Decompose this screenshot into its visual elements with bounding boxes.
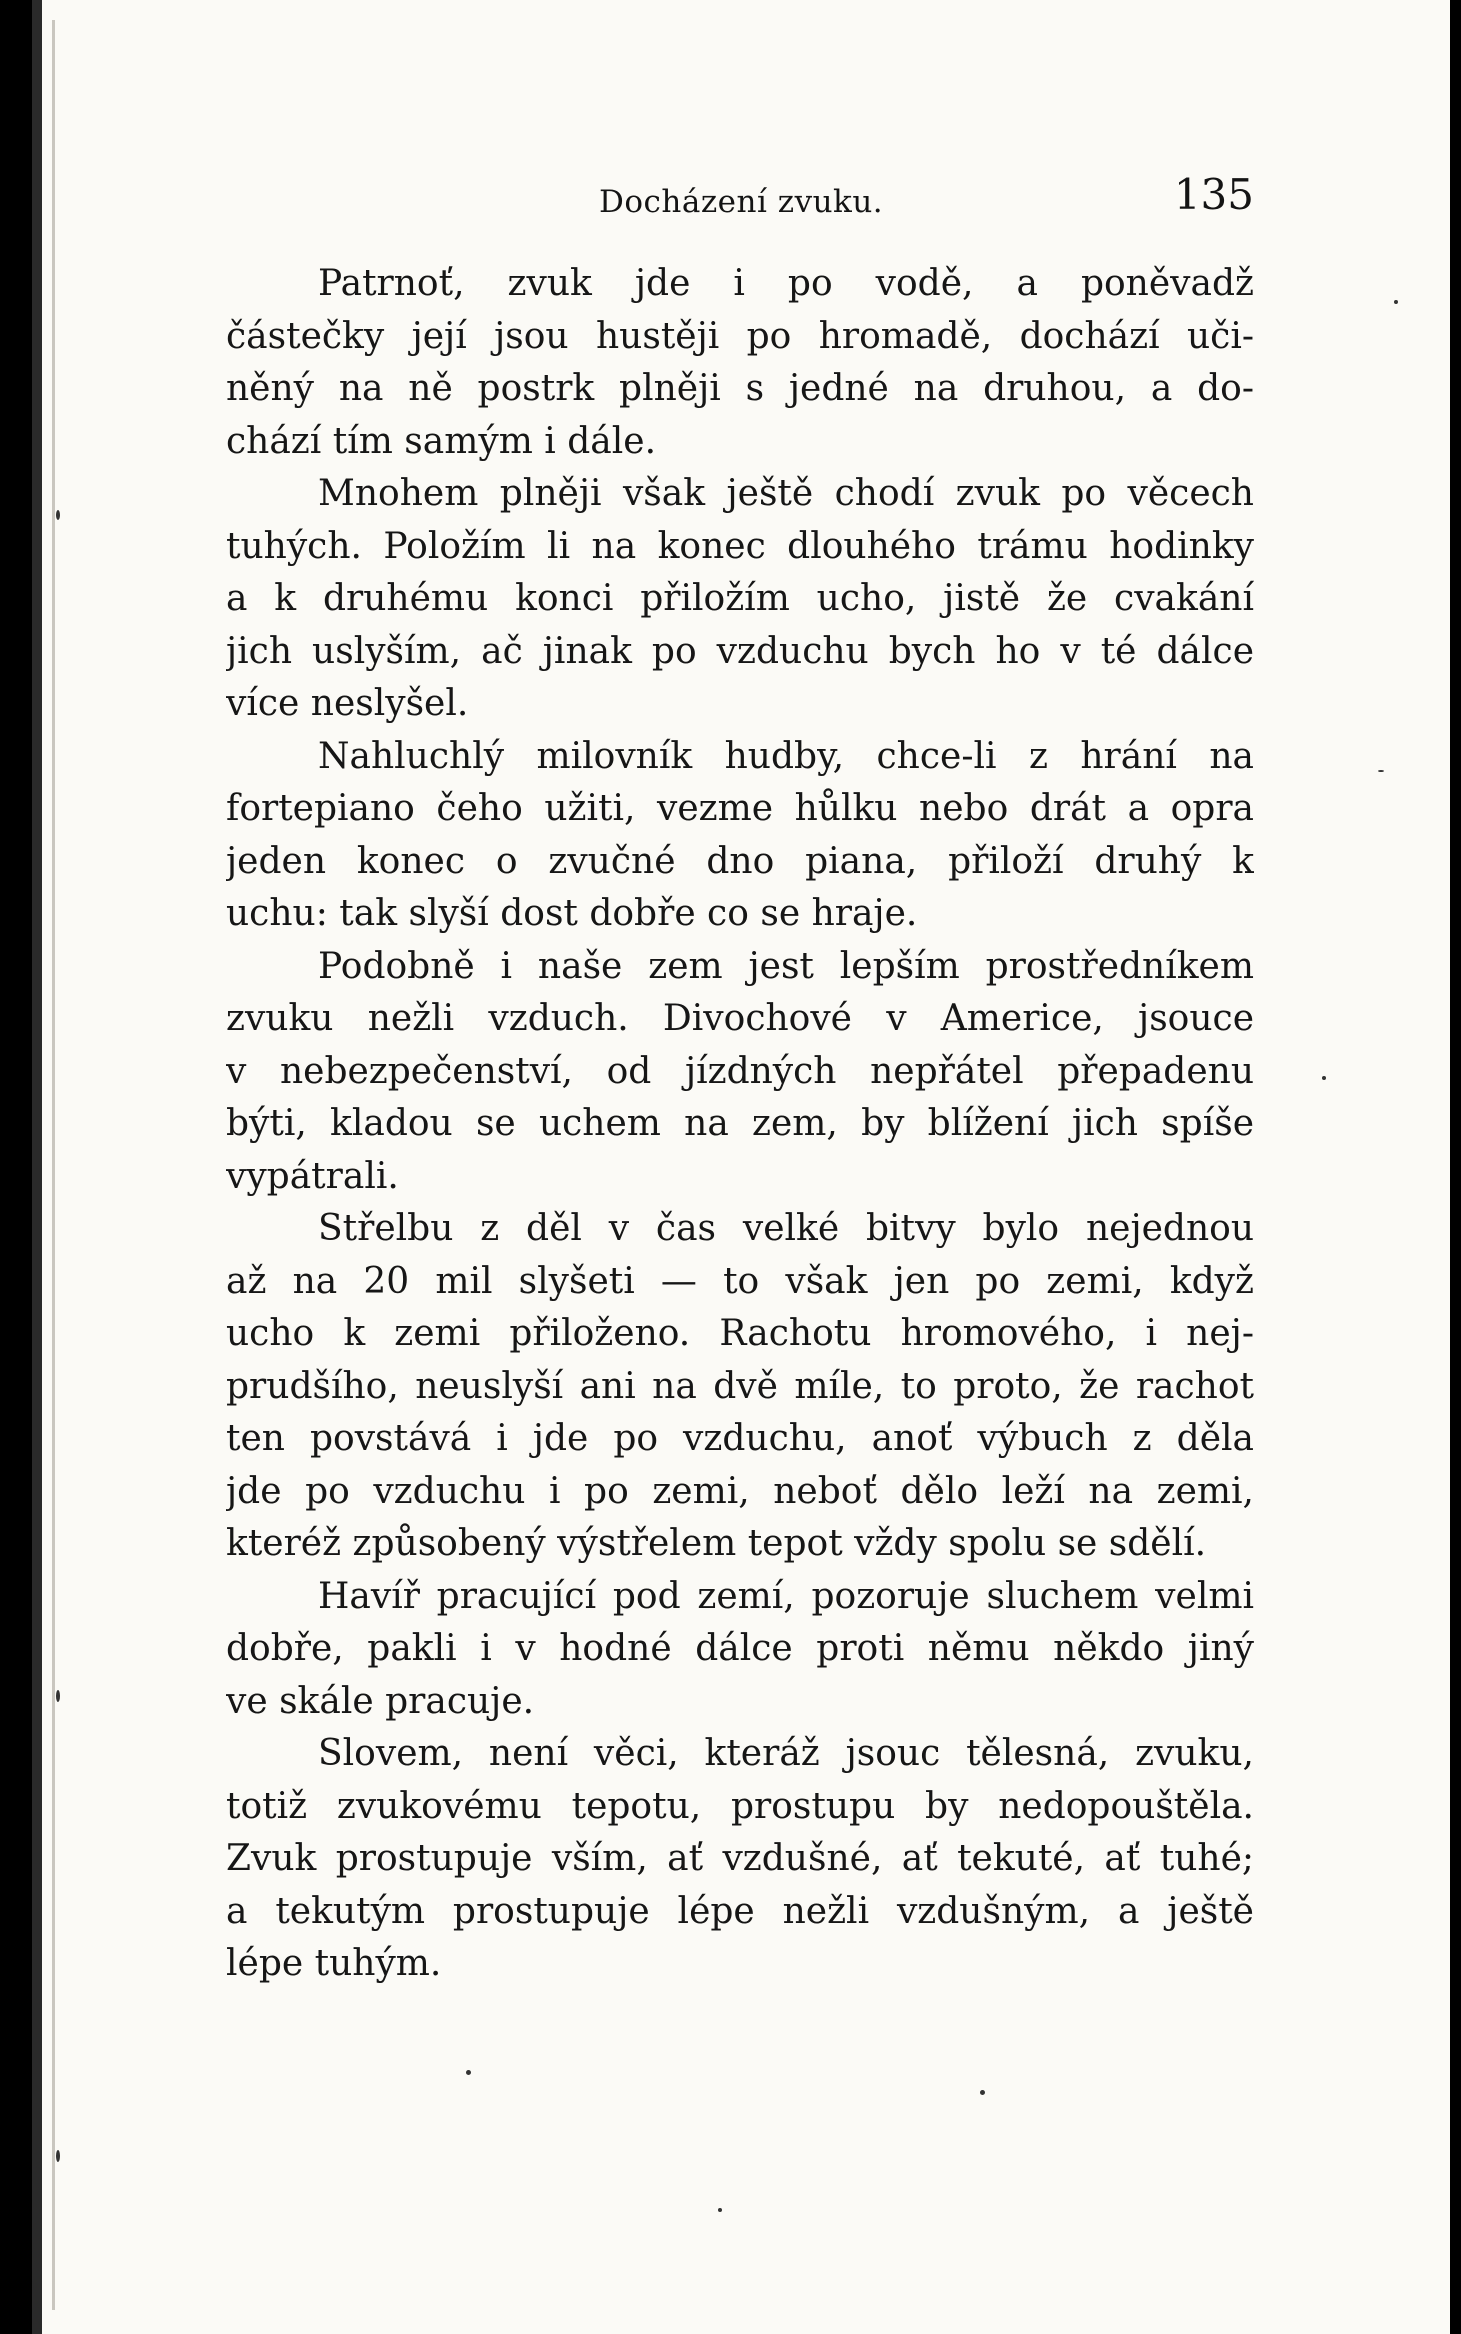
text-line: chází tím samým i dále. — [226, 420, 657, 462]
text-line: Zvuk prostupuje vším, ať vzdušné, ať tekuté, ať tuhé; — [226, 1838, 1254, 1879]
running-head: Docházení zvuku. — [599, 184, 884, 220]
print-speck — [1394, 300, 1398, 304]
text-line: kteréž způsobený výstřelem tepot vždy spolu se sdělí. — [226, 1523, 1207, 1564]
text-line: jich uslyším, ač jinak po vzduchu bych ho v té dálce — [226, 630, 1254, 672]
text-line: uchu: tak slyší dost dobře co se hraje. — [226, 893, 918, 934]
text-line: býti, kladou se uchem na zem, by blížení jich spíše — [226, 1103, 1254, 1144]
text-line: ve skále pracuje. — [226, 1680, 535, 1722]
scan-border — [1450, 0, 1461, 2334]
text-line: jde po vzduchu i po zemi, neboť dělo leží na zemi, — [226, 1470, 1254, 1512]
print-speck — [1322, 1076, 1326, 1080]
text-line: a k druhému konci přiložím ucho, jistě že cvakání — [226, 578, 1254, 619]
text-line: ten povstává i jde po vzduchu, anoť výbuch z děla — [226, 1418, 1254, 1459]
text-line: až na 20 mil slyšeti — to však jen po zemi, když — [226, 1260, 1254, 1302]
page-number: 135 — [1173, 170, 1254, 219]
print-speck — [56, 2150, 60, 2162]
print-speck — [718, 2208, 722, 2212]
text-line: Patrnoť, zvuk jde i po vodě, a poněvadž — [318, 263, 1254, 304]
text-line: Nahluchlý milovník hudby, chce-li z hrání na — [318, 735, 1254, 777]
text-line: Střelbu z děl v čas velké bitvy bylo nejednou — [318, 1208, 1254, 1249]
text-line: prudšího, neuslyší ani na dvě míle, to proto, že rachot — [226, 1365, 1254, 1407]
text-line: Mnohem plněji však ještě chodí zvuk po věcech — [318, 473, 1254, 514]
print-speck — [56, 1690, 60, 1702]
text-line: Slovem, není věci, kteráž jsouc tělesná, zvuku, — [318, 1733, 1254, 1774]
page-edge-line — [52, 20, 55, 2310]
text-line: dobře, pakli i v hodné dálce proti němu někdo jiný — [226, 1628, 1254, 1669]
print-speck — [980, 2090, 985, 2095]
text-line: vypátrali. — [226, 1155, 399, 1197]
text-line: více neslyšel. — [226, 683, 469, 724]
text-line: fortepiano čeho užiti, vezme hůlku nebo drát a opra — [226, 788, 1254, 829]
text-line: částečky její jsou hustěji po hromadě, dochází uči- — [226, 315, 1254, 357]
text-line: v nebezpečenství, od jízdných nepřátel přepadenu — [226, 1050, 1254, 1092]
text-line: Podobně i naše zem jest lepším prostředníkem — [318, 945, 1254, 987]
book-spine — [32, 0, 42, 2334]
text-line: jeden konec o zvučné dno piana, přiloží druhý k — [226, 840, 1254, 882]
print-speck — [466, 2070, 471, 2075]
text-line: tuhých. Položím li na konec dlouhého trámu hodinky — [226, 525, 1254, 567]
body-text — [226, 258, 1254, 1991]
text-line: totiž zvukovému tepotu, prostupu by nedopouštěla. — [226, 1785, 1254, 1827]
text-line: ucho k zemi přiloženo. Rachotu hromového, i nej- — [226, 1313, 1254, 1354]
text-line: lépe tuhým. — [226, 1943, 442, 1984]
print-speck — [1378, 770, 1384, 772]
text-line: a tekutým prostupuje lépe nežli vzdušným, a ještě — [226, 1890, 1254, 1932]
text-line: zvuku nežli vzduch. Divochové v Americe, jsouce — [226, 998, 1254, 1039]
page-header — [226, 170, 1254, 230]
text-line: něný na ně postrk plněji s jedné na druhou, a do- — [226, 368, 1254, 409]
print-speck — [56, 510, 60, 520]
text-line: Havíř pracující pod zemí, pozoruje sluchem velmi — [318, 1575, 1254, 1617]
